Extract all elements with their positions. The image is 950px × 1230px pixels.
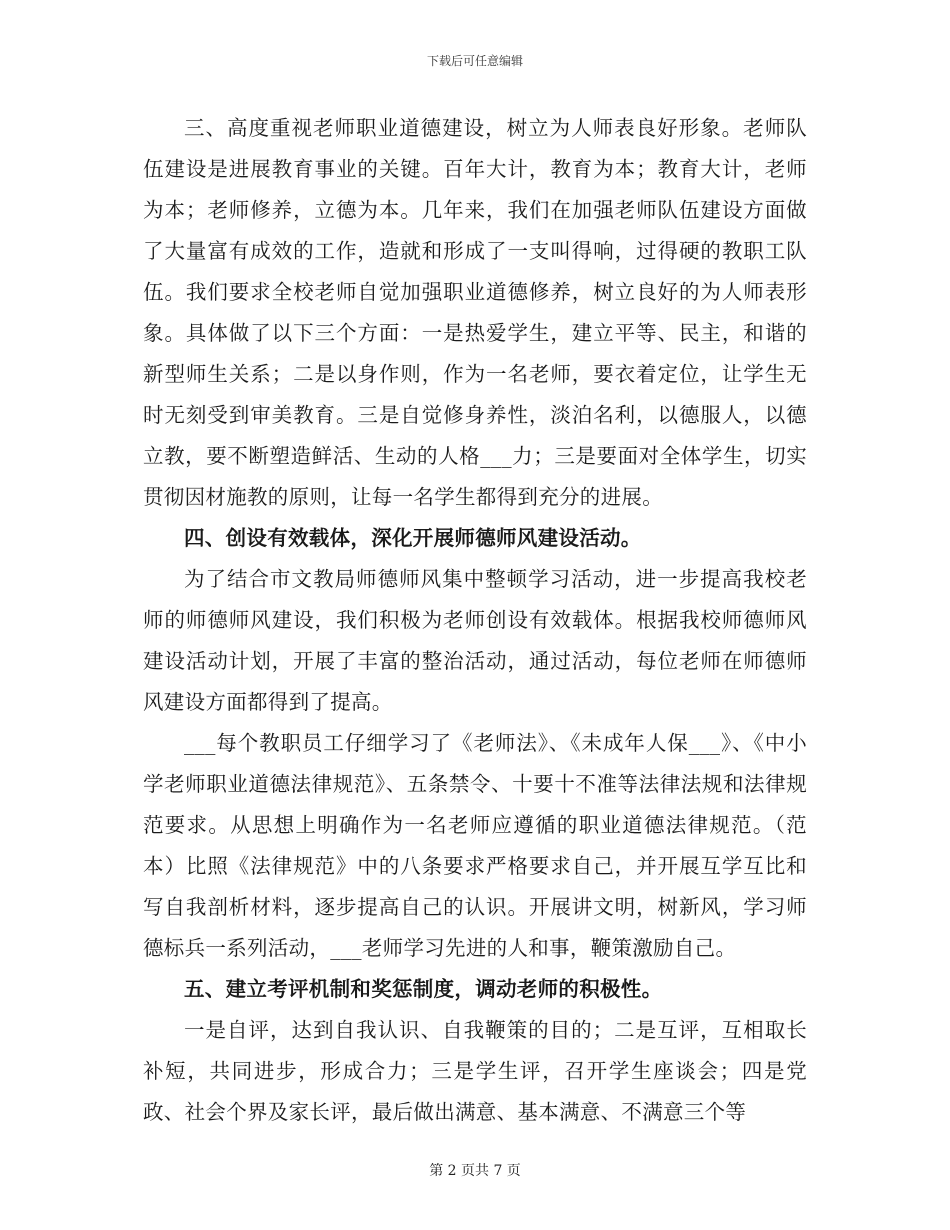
paragraph-section-4-detail: ___每个教职员工仔细学习了《老师法》、《未成年人保___》、《中小学老师职业道德法律规范》、五条禁令、十要十不准等法律法规和法律规范要求。从思想上明确作为一名老师应遵循的职业道德法律规范。（范本）比照《法律规范》中的八条要求严格要求自己，并开展互学互比和写自我剖析材料，逐步提高自己的认识。开展讲文明，树新风，学习师德标兵一系列活动，___老师学习先进的人和事，鞭策激励自己。 — [143, 731, 807, 960]
document-body — [143, 108, 807, 1133]
page-header: 下载后可任意编辑 — [426, 54, 523, 68]
paragraph-section-5: 一是自评，达到自我认识、自我鞭策的目的；二是互评，互相取长补短，共同进步，形成合力；三是学生评，召开学生座谈会；四是党政、社会个界及家长评，最后做出满意、基本满意、不满意三个等 — [143, 1018, 807, 1124]
paragraph-section-4-intro: 为了结合市文教局师德师风集中整顿学习活动，进一步提高我校老师的师德师风建设，我们积极为老师创设有效载体。根据我校师德师风建设活动计划，开展了丰富的整治活动，通过活动，每位老师在师德师风建设方面都得到了提高。 — [143, 567, 807, 714]
heading-section-4: 四、创设有效载体，深化开展师德师风建设活动。 — [184, 526, 642, 550]
paragraph-section-3: 三、高度重视老师职业道德建设，树立为人师表良好形象。老师队伍建设是进展教育事业的关键。百年大计，教育为本；教育大计，老师为本；老师修养，立德为本。几年来，我们在加强老师队伍建设方面做了大量富有成效的工作，造就和形成了一支叫得响，过得硬的教职工队伍。我们要求全校老师自觉加强职业道德修养，树立良好的为人师表形象。具体做了以下三个方面：一是热爱学生，建立平等、民主，和谐的新型师生关系；二是以身作则，作为一名老师，要衣着定位，让学生无时无刻受到审美教育。三是自觉修身养性，淡泊名利，以德服人，以德立教，要不断塑造鲜活、生动的人格___力；三是要面对全体学生，切实贯彻因材施教的原则，让每一名学生都得到充分的进展。 — [143, 116, 807, 509]
heading-section-5: 五、建立考评机制和奖惩制度，调动老师的积极性。 — [184, 977, 663, 1001]
page-number: 第 2 页共 7 页 — [429, 1163, 521, 1179]
